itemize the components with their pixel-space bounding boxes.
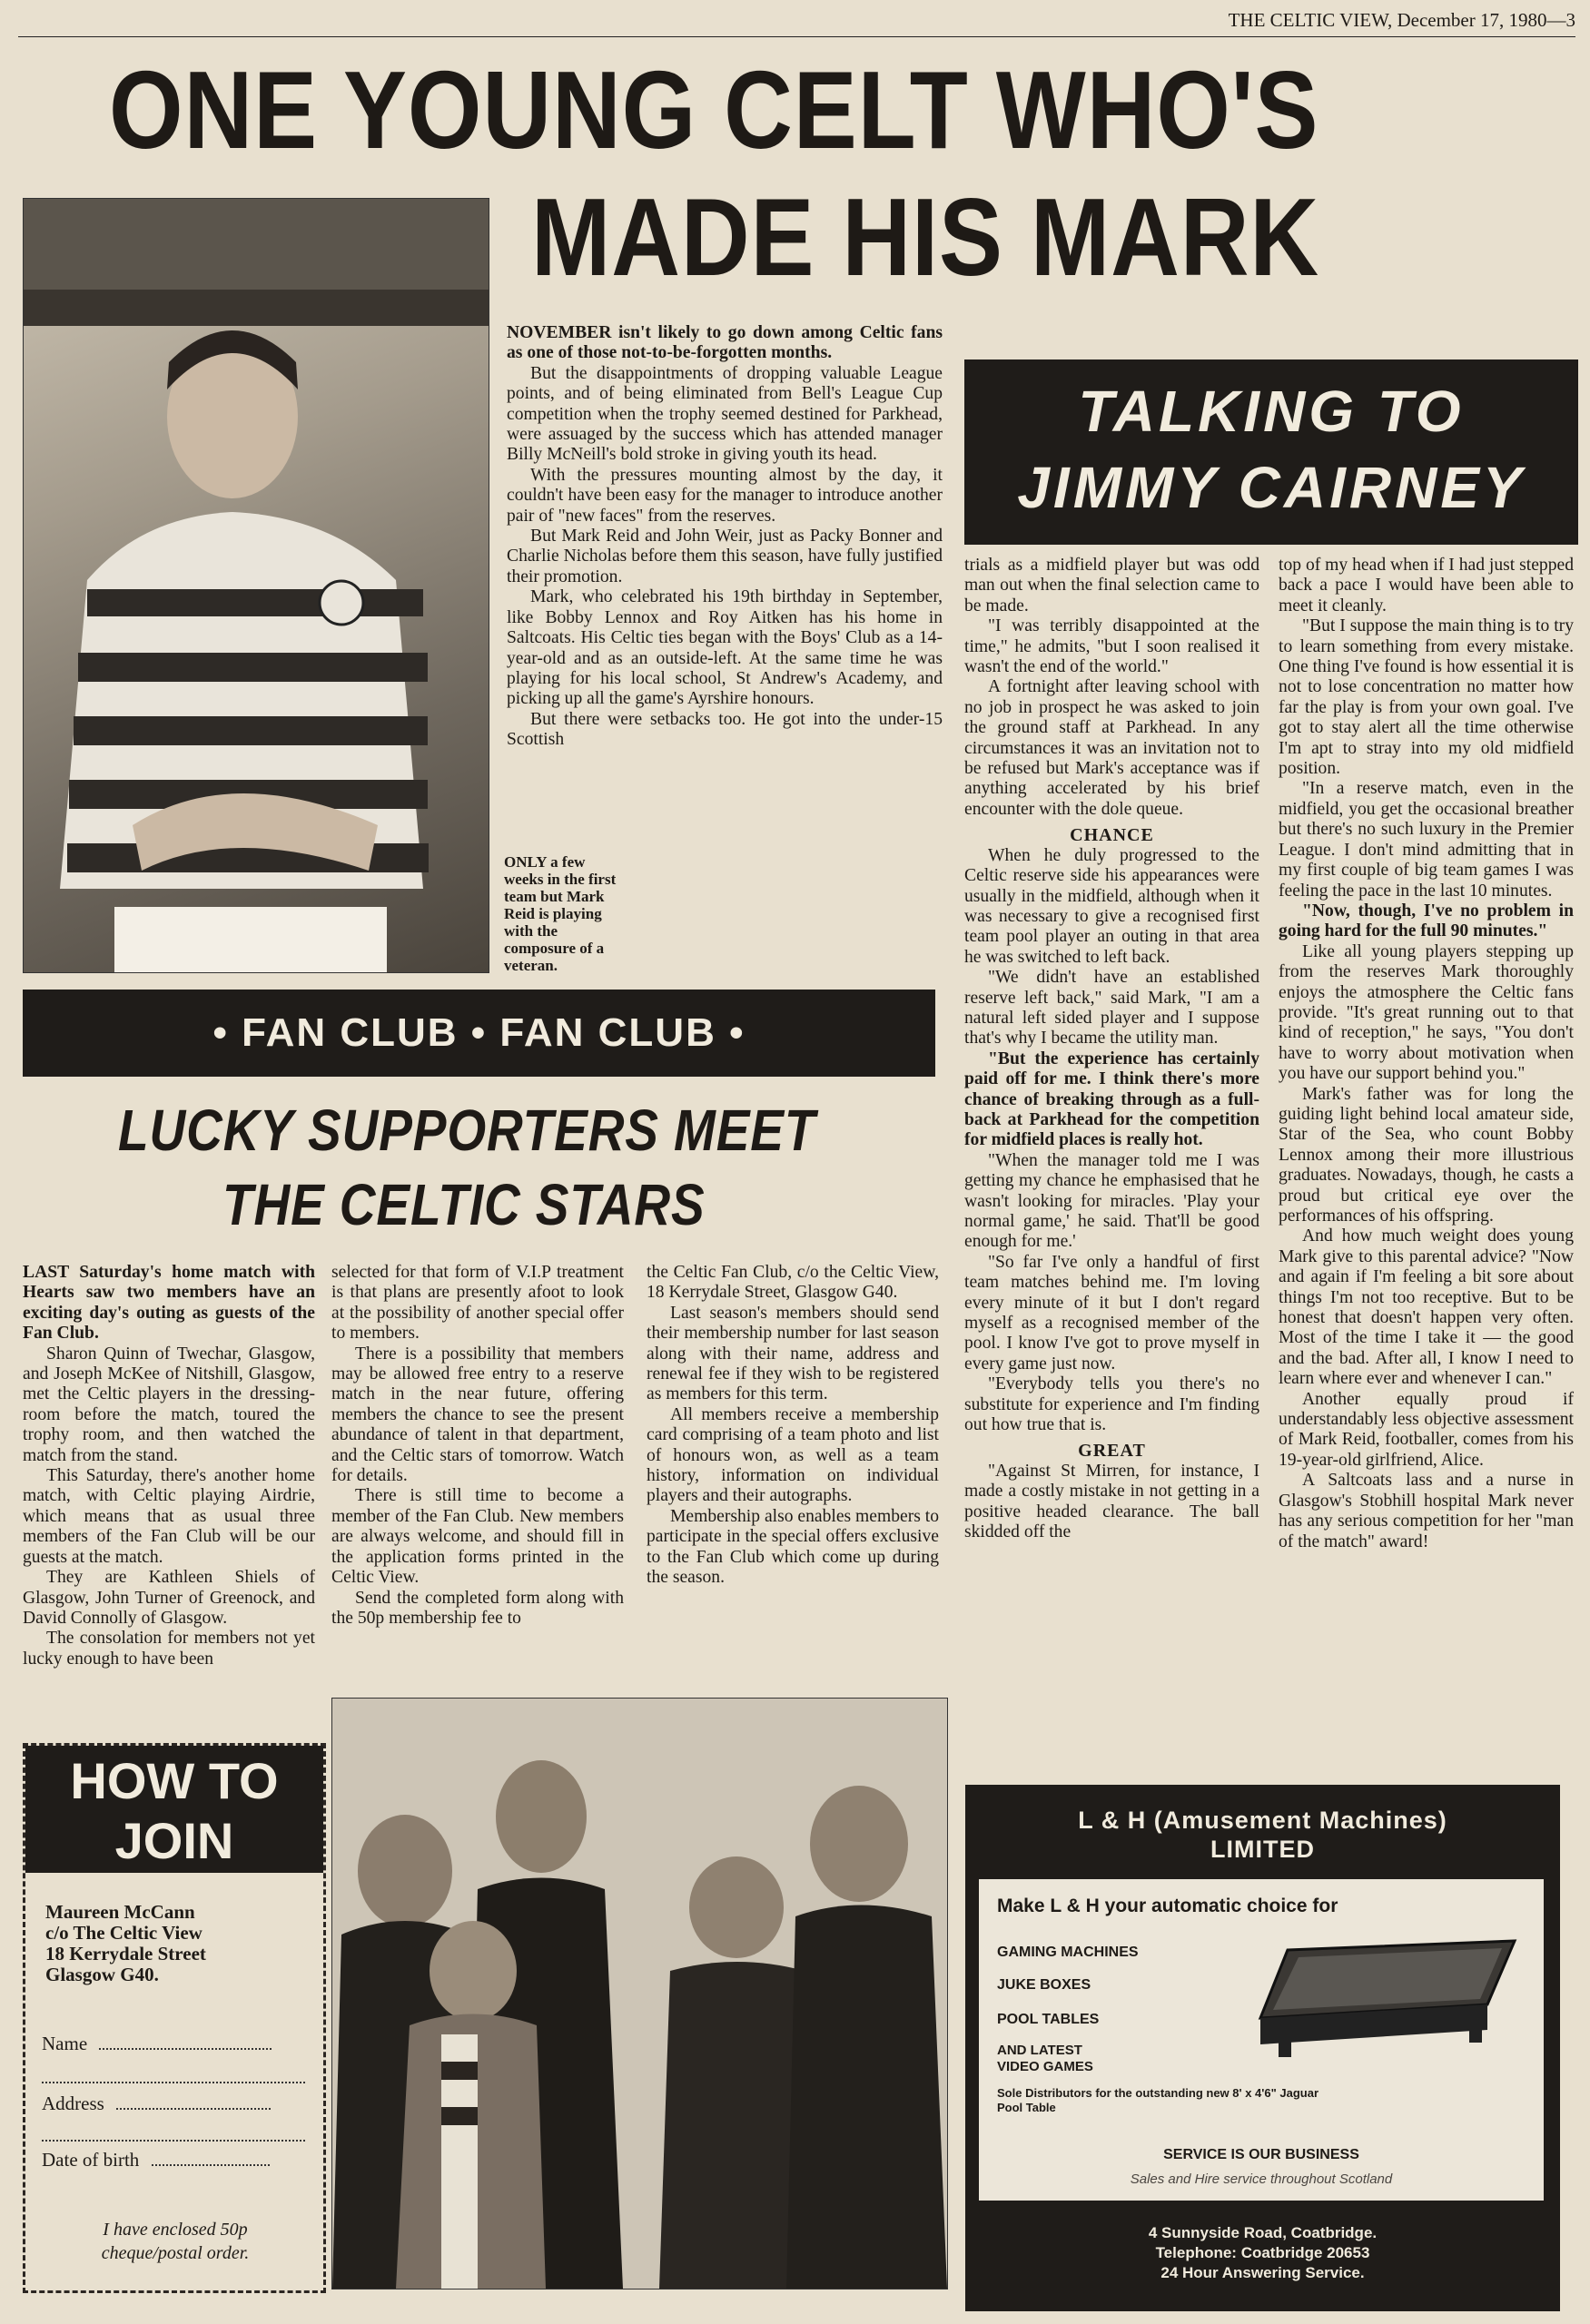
- advert-item-pool: POOL TABLES: [997, 2012, 1100, 2027]
- subheading: CHANCE: [1070, 825, 1154, 846]
- paragraph: "Everybody tells you there's no substitute for experience and I'm finding out how true that is.: [964, 1374, 1259, 1435]
- paragraph: "So far I've only a handful of first team matches behind me. I'm loving every minute of it but I don't regard myself as a recognised member of the pool. I know I've got to prove myself in every game just now.: [964, 1252, 1259, 1374]
- fan-club-column-3: [647, 1263, 939, 1589]
- advert-item-jukebox: JUKE BOXES: [997, 1977, 1091, 1993]
- address-line-1: Maureen McCann: [45, 1901, 195, 1923]
- address-line-2: c/o The Celtic View: [45, 1922, 202, 1944]
- paragraph: trials as a midfield player but was odd man out when the final selection came to be made.: [964, 556, 1259, 615]
- address-line-3: 18 Kerrydale Street: [45, 1943, 206, 1965]
- how-to-join-coupon: [23, 1743, 326, 2293]
- paragraph: When he duly progressed to the Celtic reserve side his appearances were usually in the midfield, although when it was necessary to give a recognised first team pool player an outing in that area he was switched to left back.: [964, 845, 1259, 967]
- paragraph: A Saltcoats lass and a nurse in Glasgow's Stobhill hospital Mark never has any serious competition for her "man of the match" award!: [1279, 1471, 1574, 1551]
- advert-tagline: Make L & H your automatic choice for: [997, 1896, 1338, 1916]
- address-field-extra-line: [42, 2140, 305, 2142]
- paragraph: And how much weight does young Mark give to this parental advice? "Now and again if I'm feeling a bit sore about things I'm not too receptive. But to be honest that doesn't happen very often. Most of the time I take it — the good and the bad. After all, I know I need to learn where ever and whenever I can.": [1279, 1226, 1574, 1389]
- paragraph: top of my head when if I had just stepped back a pace I would have been able to meet it cleanly.: [1279, 556, 1574, 615]
- paragraph: Last season's members should send their membership number for last season along with their name, address and renewal fee if they wish to be registered as members for this term.: [647, 1303, 939, 1404]
- fan-club-headline-1: LUCKY SUPPORTERS MEET: [118, 1098, 816, 1163]
- paragraph: "Against St Mirren, for instance, I made a costly mistake in not getting in a positive headed clearance. The ball skidded off the: [964, 1461, 1259, 1542]
- amusement-advert: [965, 1785, 1560, 2311]
- enclosed-note: I have enclosed 50p cheque/postal order.: [101, 2220, 250, 2263]
- advert-company-line1: L & H (Amusement Machines): [1078, 1807, 1447, 1834]
- advert-item-gaming: GAMING MACHINES: [997, 1945, 1139, 1960]
- how-to-join-address: [45, 1902, 309, 1985]
- name-label: Name: [42, 2033, 88, 2054]
- how-to-join-title-line2: JOIN: [114, 1812, 234, 1869]
- bold-paragraph: "Now, though, I've no problem in going hard for the full 90 minutes.": [1279, 901, 1574, 941]
- advert-company-line2: LIMITED: [1210, 1836, 1315, 1863]
- bold-paragraph: "But the experience has certainly paid off for me. I think there's more chance of breaking through as a full-back at Parkhead for the competition for midfield places is really hot.: [964, 1049, 1259, 1150]
- paragraph: With the pressures mounting almost by the day, it couldn't have been easy for the manager to introduce another pair of "new faces" from the reserves.: [507, 465, 943, 526]
- article-column-2: [964, 556, 1259, 1543]
- date-of-birth-field[interactable]: [42, 2149, 305, 2171]
- address-label: Address: [42, 2093, 104, 2114]
- paragraph: But the disappointments of dropping valuable League points, and of being eliminated from Bell's League Cup competition when the trophy seemed destined for Parkhead, were assuaged by the success which has attended manager Billy McNeill's bold stroke in giving youth its head.: [507, 363, 943, 465]
- address-line-4: Glasgow G40.: [45, 1964, 159, 1985]
- article-column-1: [507, 323, 943, 751]
- talking-to-banner: [964, 359, 1578, 545]
- fan-club-bar: • FAN CLUB • FAN CLUB •: [23, 990, 935, 1077]
- paragraph: "We didn't have an established reserve left back," said Mark, "I am a natural left sided player and I suppose that's why I became the utility man.: [964, 968, 1259, 1049]
- how-to-join-title-line1: HOW TO: [70, 1752, 279, 1809]
- player-illustration: [24, 199, 489, 972]
- paragraph: They are Kathleen Shiels of Glasgow, John Turner of Greenock, and David Connolly of Glasgow.: [23, 1568, 315, 1628]
- paragraph: Send the completed form along with the 50p membership fee to: [331, 1588, 624, 1628]
- advert-service: SERVICE IS OUR BUSINESS: [979, 2139, 1544, 2171]
- name-field[interactable]: [42, 2033, 305, 2055]
- paragraph: Another equally proud if understandably less objective assessment of Mark Reid, footballer, comes from his 19-year-old girlfriend, Alice.: [1279, 1389, 1574, 1470]
- paragraph: Sharon Quinn of Twechar, Glasgow, and Joseph McKee of Nitshill, Glasgow, met the Celtic players in the dressing-room before the match, toured the trophy room, and then watched the match from the stand.: [23, 1344, 315, 1465]
- headline-line2: MADE HIS MARK: [531, 175, 1320, 299]
- paragraph: "In a reserve match, even in the midfield, you get the occasional breather but there's no such luxury in the Premier League. I don't mind admitting that in my first couple of big team games I was feeling the pace in the last 10 minutes.: [1279, 779, 1574, 901]
- paragraph: selected for that form of V.I.P treatment is that plans are presently afoot to look at the possibility of another special offer to members.: [331, 1263, 624, 1344]
- group-photo: [331, 1698, 948, 2290]
- banner-line2: JIMMY CAIRNEY: [1017, 455, 1526, 520]
- paragraph: Like all young players stepping up from the reserves Mark thoroughly enjoys the atmosphere the Celtic fans provide. "It's great running out to that kind of reception," he says, "You don't have to worry about motivation when you have our support behind you.": [1279, 941, 1574, 1084]
- paragraph: There is a possibility that members may be allowed free entry to a reserve match in the near future, offering members the chance to see the present abundance of talent in that department, and the Celtic stars of tomorrow. Watch for details.: [331, 1344, 624, 1486]
- paragraph: Membership also enables members to participate in the special offers exclusive to the Fan Club which come up during the season.: [647, 1506, 940, 1588]
- date-of-birth-label: Date of birth: [42, 2149, 140, 2171]
- paragraph: The consolation for members not yet lucky enough to have been: [23, 1629, 315, 1669]
- paragraph: This Saturday, there's another home match, with Celtic playing Airdrie, which means that as usual three members of the Fan Club will be our guests at the match.: [23, 1466, 315, 1567]
- paragraph: There is still time to become a member of the Fan Club. New members are always welcome, and should fill in the application forms printed in the Celtic View.: [331, 1486, 624, 1588]
- bold-paragraph: NOVEMBER isn't likely to go down among Celtic fans as one of those not-to-be-forgotten months.: [507, 323, 943, 363]
- fan-club-column-2: [331, 1263, 624, 1629]
- fan-club-headline-2: THE CELTIC STARS: [222, 1172, 706, 1237]
- paragraph: But Mark Reid and John Weir, just as Packy Bonner and Charlie Nicholas before them this season, have fully justified their promotion.: [507, 527, 943, 586]
- advert-sales: Sales and Hire service throughout Scotland: [979, 2171, 1544, 2201]
- masthead-rule: [18, 36, 1575, 37]
- paragraph: "When the manager told me I was getting my chance he emphasised that he wasn't looking for miracles. 'Play your normal game,' he said. That'll be good enough for me.': [964, 1150, 1259, 1252]
- paragraph: the Celtic Fan Club, c/o the Celtic View, 18 Kerrydale Street, Glasgow G40.: [647, 1263, 939, 1303]
- paragraph: But there were setbacks too. He got into the under-15 Scottish: [507, 709, 943, 750]
- group-photo-illustration: [332, 1699, 947, 2289]
- bold-paragraph: LAST Saturday's home match with Hearts saw two members have an exciting day's outing as guests of the Fan Club.: [23, 1263, 315, 1344]
- address-field[interactable]: [42, 2093, 305, 2115]
- paragraph: "I was terribly disappointed at the time," he admits, "but I soon realised it wasn't the end of the world.": [964, 616, 1259, 677]
- headline-line1: ONE YOUNG CELT WHO'S: [109, 48, 1319, 172]
- pool-table-icon: [1251, 1932, 1524, 2059]
- paragraph: Mark's father was for long the guiding light behind local amateur side, Star of the Sea, who count Bobby Lennox among their more illustrious graduates. Nowadays, though, he casts a proud but critical eye over the performances of his offspring.: [1279, 1084, 1574, 1226]
- advert-item-video: AND LATEST VIDEO GAMES: [997, 2043, 1093, 2074]
- article-column-3: [1279, 556, 1574, 1552]
- subheading: GREAT: [1078, 1441, 1146, 1462]
- photo-caption: ONLY a few weeks in the first team but Mark Reid is playing with the composure of a veteran.: [504, 853, 617, 974]
- advert-panel: [979, 1879, 1544, 2139]
- paragraph: "But I suppose the main thing is to try to learn something from every mistake. One thing I've found is how essential it is not to lose concentration no matter how far the play is from your own goal. I've got to stay alert all the time otherwise I'm apt to stray into my old midfield position.: [1279, 616, 1574, 779]
- advert-address-1: 4 Sunnyside Road, Coatbridge.: [1148, 2224, 1378, 2241]
- paragraph: Mark, who celebrated his 19th birthday in September, like Bobby Lennox and Roy Aitken has his home in Saltcoats. His Celtic ties began with the Boys' Club as a 14-year-old and as an outside-left. At the same time he was playing for his local school, St Andrew's Academy, and picking up all the game's Ayrshire honours.: [507, 587, 943, 709]
- advert-address-3: 24 Hour Answering Service.: [1160, 2264, 1365, 2281]
- advert-distributors: Sole Distributors for the outstanding new 8' x 4'6" Jaguar Pool Table: [997, 2086, 1319, 2114]
- advert-address-2: Telephone: Coatbridge 20653: [1155, 2244, 1370, 2261]
- paragraph: All members receive a membership card comprising of a team photo and list of honours won, as well as a team history, information on individual players and their autographs.: [647, 1404, 939, 1506]
- banner-line1: TALKING TO: [1078, 379, 1465, 444]
- masthead: THE CELTIC VIEW, December 17, 1980—3: [1228, 9, 1575, 31]
- paragraph: A fortnight after leaving school with no job in prospect he was asked to join the ground staff at Parkhead. In any circumstances it was an invitation not to be refused but Mark's acceptance was if anything accelerated by his brief encounter with the dole queue.: [964, 677, 1259, 819]
- fan-club-column-1: [23, 1263, 315, 1669]
- player-photo: [23, 198, 489, 973]
- name-field-extra-line: [42, 2082, 305, 2083]
- how-to-join-title: [25, 1746, 323, 1873]
